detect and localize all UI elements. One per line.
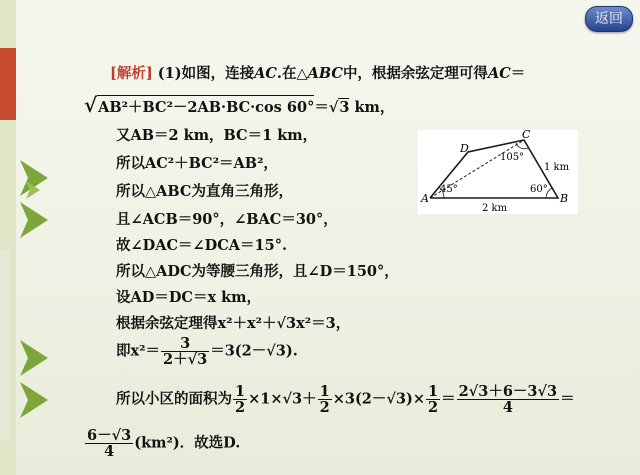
side-AB-label: 2 km bbox=[482, 203, 508, 214]
solution-line-2: √AB²＋BC²－2AB·BC·cos 60°＝√3 km， bbox=[84, 93, 395, 117]
label-C: C bbox=[522, 130, 531, 141]
solution-line-7: 故∠DAC＝∠DCA＝15°. bbox=[116, 237, 288, 254]
arrow-decor-icon-2 bbox=[18, 330, 66, 440]
solution-line-3: 又AB＝2 km，BC＝1 km， bbox=[116, 127, 318, 144]
solution-line-10: 根据余弦定理得x²＋x²＋√3x²＝3， bbox=[116, 315, 351, 332]
side-BC-label: 1 km bbox=[544, 162, 570, 173]
solution-line-11: 即x²＝ $\frac{3}{2+√3}$ ＝3(2－√3). bbox=[116, 335, 298, 368]
solution-line-9: 设AD＝DC＝x km， bbox=[116, 289, 262, 306]
label-B: B bbox=[560, 192, 569, 205]
top-bar bbox=[0, 0, 640, 28]
solution-tag: [解析] bbox=[110, 65, 153, 82]
quadrilateral-figure bbox=[418, 130, 578, 214]
solution-line-4: 所以AC²＋BC²＝AB²， bbox=[116, 155, 278, 172]
red-accent-strip bbox=[0, 48, 16, 120]
angle-C-label: 105° bbox=[500, 152, 525, 163]
angle-B-label: 60° bbox=[530, 184, 548, 195]
angle-A-label: 45° bbox=[440, 184, 458, 195]
left-decor-bar bbox=[0, 0, 16, 475]
solution-line-8: 所以△ADC为等腰三角形，且∠D＝150°， bbox=[116, 263, 399, 280]
solution-line-13: $\frac{6-√3}{4}$ (km²)．故选D. bbox=[87, 427, 241, 460]
solution-line-1: [解析] (1)如图，连接AC.在△ABC中，根据余弦定理可得AC＝ bbox=[110, 65, 526, 82]
light-strip bbox=[0, 250, 10, 440]
solution-line-5: 所以△ABC为直角三角形， bbox=[116, 183, 293, 200]
solution-line-6: 且∠ACB＝90°，∠BAC＝30°， bbox=[116, 211, 338, 228]
label-A: A bbox=[421, 192, 429, 205]
return-button[interactable]: 返回 bbox=[585, 6, 633, 32]
arrow-decor-icon bbox=[18, 150, 66, 260]
label-D: D bbox=[460, 142, 469, 155]
solution-line-12: 所以小区的面积为 $\frac{1}{2}$ ×1×√3＋ $\frac{1}{2}$ ×3(2－√3)× $\frac{1}{2}$ ＝ $\frac{2√3+6-3√3}{4}$ ＝ bbox=[116, 383, 575, 416]
